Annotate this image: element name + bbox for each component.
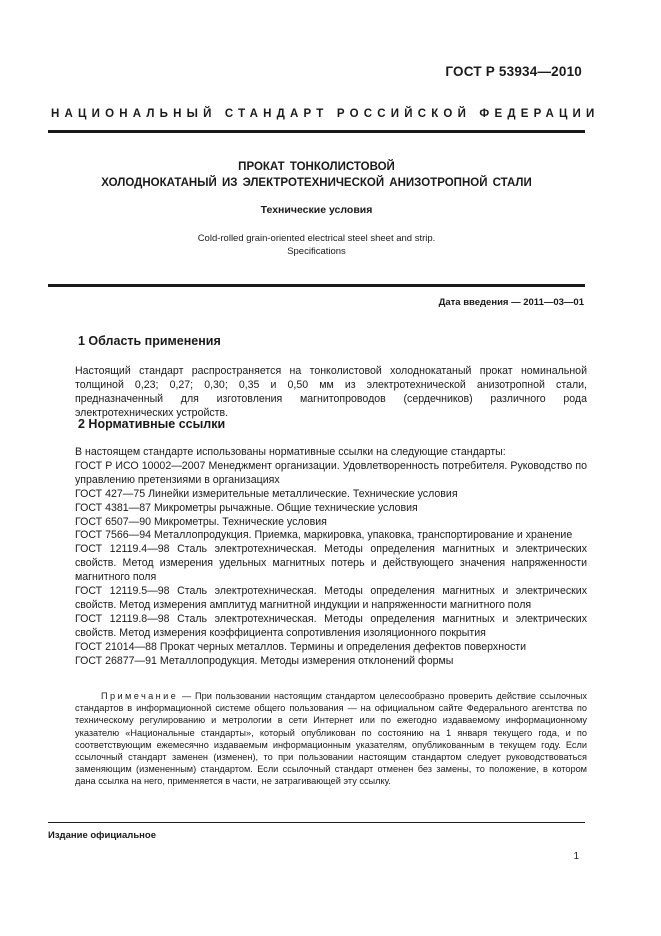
official-edition-label: Издание официальное xyxy=(48,830,156,841)
page-number: 1 xyxy=(573,851,579,862)
document-code: ГОСТ Р 53934—2010 xyxy=(445,64,582,79)
footer-rule xyxy=(48,822,585,823)
reference-item: ГОСТ 12119.8—98 Сталь электротехническая. Методы определения магнитных и электрических свойств. Метод измерения коэффициента сопротивления изоляционного покрытия xyxy=(75,612,587,639)
reference-item: ГОСТ 4381—87 Микрометры рычажные. Общие технические условия xyxy=(75,501,418,514)
section-1-heading: 1 Область применения xyxy=(78,334,221,348)
document-title xyxy=(48,159,585,191)
title-line-1: ПРОКАТ ТОНКОЛИСТОВОЙ xyxy=(238,161,395,173)
document-subtitle: Технические условия xyxy=(260,204,373,216)
section-2-heading: 2 Нормативные ссылки xyxy=(78,417,226,431)
section-2-body xyxy=(75,446,587,669)
reference-item: ГОСТ 6507—90 Микрометры. Технические условия xyxy=(75,515,327,528)
reference-item: ГОСТ 21014—88 Прокат черных металлов. Термины и определения дефектов поверхности xyxy=(75,640,527,653)
note xyxy=(75,690,587,788)
reference-item: ГОСТ 7566—94 Металлопродукция. Приемка, маркировка, упаковка, транспортирование и хранение xyxy=(75,529,573,542)
references-intro: В настоящем стандарте использованы нормативные ссылки на следующие стандарты: xyxy=(75,446,506,458)
reference-item: ГОСТ 427—75 Линейки измерительные металлические. Технические условия xyxy=(75,487,458,500)
section-1-body xyxy=(75,365,587,421)
header-rule xyxy=(48,130,585,133)
english-title-line-2: Specifications xyxy=(287,246,346,257)
reference-item: ГОСТ 26877—91 Металлопродукция. Методы измерения отклонений формы xyxy=(75,654,454,667)
title-rule xyxy=(48,284,585,287)
title-line-2: ХОЛОДНОКАТАНЫЙ ИЗ ЭЛЕКТРОТЕХНИЧЕСКОЙ АНИЗОТРОПНОЙ СТАЛИ xyxy=(101,177,532,189)
reference-item: ГОСТ 12119.5—98 Сталь электротехническая. Методы определения магнитных и электрических свойств. Метод измерения амплитуд магнитной индукции и напряженности магнитного поля xyxy=(75,585,587,611)
introduction-date: Дата введения — 2011—03—01 xyxy=(438,297,584,308)
note-label: Примечание xyxy=(101,691,179,701)
note-paragraph xyxy=(75,690,587,788)
english-title xyxy=(48,232,585,258)
reference-item: ГОСТ Р ИСО 10002—2007 Менеджмент организации. Удовлетворенность потребителя. Руководство по управлению претензиями в организациях xyxy=(75,459,587,486)
section-1-text: Настоящий стандарт распространяется на тонколистовой холоднокатаный прокат номинальной толщиной 0,23; 0,27; 0,30; 0,35 и 0,50 мм из электротехнической анизотропной стали, предназначенный для изготовления магнитопроводов (сердечников) различного рода электротехнических устройств. xyxy=(75,365,587,419)
english-title-line-1: Cold-rolled grain-oriented electrical steel sheet and strip. xyxy=(197,233,436,244)
national-standard-banner: НАЦИОНАЛЬНЫЙ СТАНДАРТ РОССИЙСКОЙ ФЕДЕРАЦИИ xyxy=(51,108,600,120)
reference-item: ГОСТ 12119.4—98 Сталь электротехническая. Методы определения магнитных и электрических свойств. Метод измерения удельных магнитных потерь и действующего значения напряженности магнитного поля xyxy=(75,543,587,584)
note-text: — При пользовании настоящим стандартом целесообразно проверить действие ссылочных стандартов в информационной системе общего пользования — на официальном сайте Федерального агентства по техническому регулированию и метрологии в сети Интернет или по ежегодно издаваемому информационному указателю «Национальные стандарты», который опубликован по состоянию на 1 января текущего года, и по соответствующим ежемесячно издаваемым информационным указателям, опубликованным в текущем году. Если ссылочный стандарт заменен (изменен), то при пользовании настоящим стандартом следует руководствоваться заменяющим (измененным) стандартом. Если ссылочный стандарт отменен без замены, то положение, в котором дана ссылка на него, применяется в части, не затрагивающей эту ссылку. xyxy=(75,691,587,787)
